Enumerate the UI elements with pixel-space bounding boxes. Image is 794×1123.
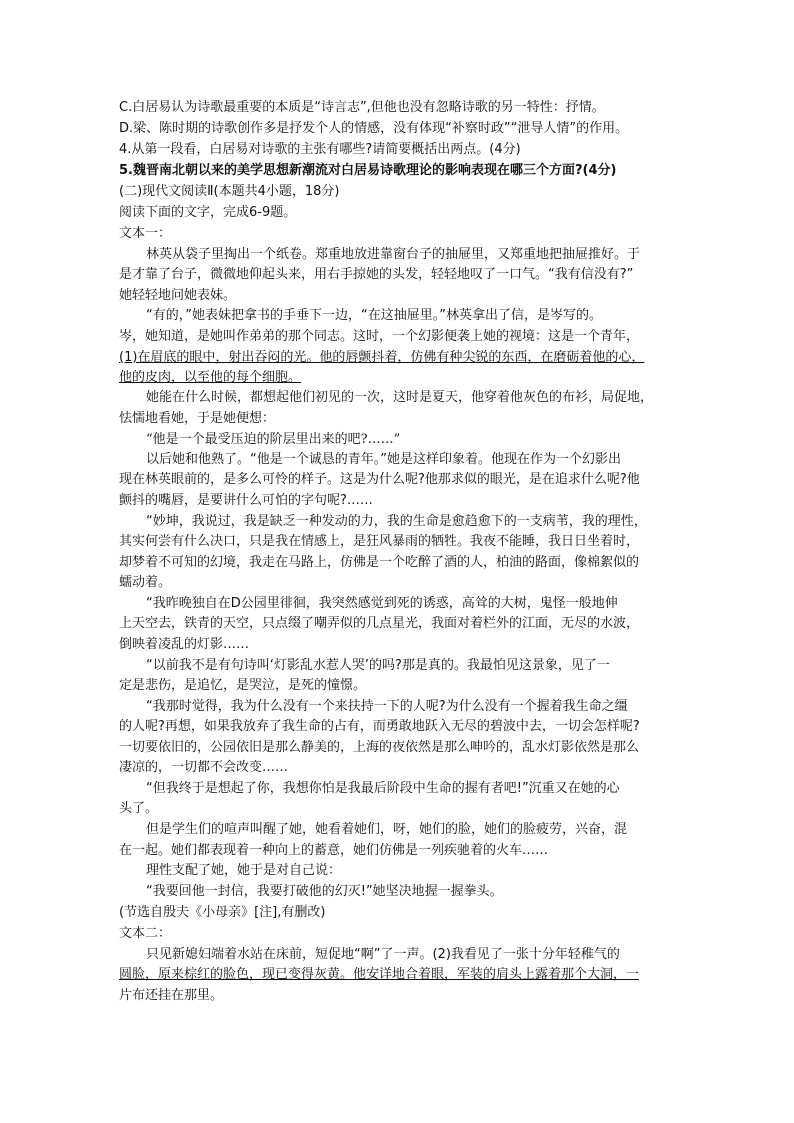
text1-line: 以后她和他熟了。“他是一个诚恳的青年。”她是这样印象着。他现在作为一个幻影出 — [146, 452, 621, 467]
text1-line: 却梦着不可知的幻境，我走在马路上，仿佛是一个吃醉了酒的人，柏油的路面，像棉絮似的 — [119, 555, 640, 570]
text1-underlined-sentence-1: (1)在眉底的眼中，射出吞闷的光。他的唇颤抖着，仿佛有种尖锐的东西，在磨砺着他的心， — [119, 350, 645, 365]
text1-line: 现在林英眼前的，是多么可怜的样子。这是为什么呢?他那求似的眼光，是在追求什么呢?他 — [119, 472, 640, 487]
text1-line: 倒映着凌乱的灯影…… — [119, 637, 250, 652]
text1-underlined-sentence-1-cont: 他的皮肉，以至他的每个细胞。 — [119, 370, 302, 385]
reading-instruction: 阅读下面的文字，完成6-9题。 — [119, 205, 297, 220]
text1-line: 但是学生们的喧声叫醒了她，她看着她们，呀，她们的脸，她们的脸疲劳，兴奋，混 — [146, 822, 628, 837]
text1-line: “有的，”她表妹把拿书的手垂下一边，“在这抽屉里。”林英拿出了信，是岑写的。 — [146, 308, 602, 323]
text1-line: 理性支配了她，她于是对自己说： — [146, 863, 342, 878]
question-5: 5.魏晋南北朝以来的美学思想新潮流对白居易诗歌理论的影响表现在哪三个方面?(4分) — [119, 163, 617, 178]
text1-line: 定是悲伤，是追忆，是哭泣，是死的憧憬。 — [119, 678, 367, 693]
text1-line: 头了。 — [119, 801, 159, 816]
question-c: C.白居易认为诗歌最重要的本质是“诗言志”,但他也没有忽略诗歌的另一特性：抒情。 — [119, 100, 605, 115]
text1-label: 文本一： — [119, 226, 172, 241]
text1-line: 颤抖的嘴唇，是要讲什么可怕的字句呢?…… — [119, 493, 373, 508]
text2-line: 只见新媳妇端着水站在床前，短促地“啊”了一声。(2)我看见了一张十分年轻稚气的 — [146, 947, 620, 962]
text2-line: 片布还挂在那里。 — [119, 988, 224, 1003]
section-title: (二)现代文阅读Ⅱ(本题共4小题，18分) — [119, 184, 340, 199]
text1-line: “但我终于是想起了你，我想你怕是我最后阶段中生命的握有者吧!”沉重又在她的心 — [146, 781, 620, 796]
text1-line: “他是一个最受压迫的阶层里出来的吧?……” — [146, 432, 401, 447]
text1-line: 怯懦地看她，于是她便想： — [119, 411, 276, 426]
text1-line: 是才靠了台子，微微地仰起头来，用右手掠她的头发，轻轻地叹了一口气。“我有信没有?” — [119, 267, 634, 282]
text1-line: “我昨晚独自在D公园里徘徊，我突然感觉到死的诱惑，高耸的大树，鬼怪一般地伸 — [146, 596, 618, 611]
text1-line: 的人呢?再想，如果我放弃了我生命的占有，而勇敢地跃入无尽的碧波中去，一切会怎样呢? — [119, 719, 640, 734]
text1-line: 林英从袋子里掏出一个纸卷。郑重地放进靠窗台子的抽屉里，又郑重地把抽屉推好。于 — [146, 247, 641, 262]
text1-line: 她轻轻地问她表妹。 — [119, 288, 237, 303]
text1-line: “以前我不是有句诗叫‘灯影乱水惹人哭’的吗?那是真的。我最怕见这景象，见了一 — [146, 658, 610, 673]
text1-line: “我要回他一封信，我要打破他的幻灭!”她坚决地握一握拳头。 — [146, 884, 503, 899]
question-4: 4.从第一段看，白居易对诗歌的主张有哪些?请简要概括出两点。(4分) — [119, 142, 521, 157]
source-note: (节选自殷夫《小母亲》[注],有删改) — [119, 905, 326, 920]
text1-line: “妙坤，我说过，我是缺乏一种发动的力，我的生命是愈趋愈下的一支病苇，我的理性， — [146, 514, 647, 529]
text2-label: 文本二： — [119, 926, 172, 941]
text2-underlined-sentence-2: 圆脸，原来棕红的脸色，现已变得灰黄。他安详地合着眼，军装的肩头上露着那个大洞，一 — [119, 967, 640, 982]
text1-line: 其实何尝有什么决口，只是我在情感上，是狂风暴雨的牺牲。我夜不能睡，我日日坐着时， — [119, 534, 640, 549]
text1-line: 在一起。她们都表现着一种向上的蓄意，她们仿佛是一列疾驰着的火车…… — [119, 843, 549, 858]
text1-line: 一切要依旧的，公园依旧是那么静美的，上海的夜依然是那么呻吟的，乱水灯影依然是那么 — [119, 740, 640, 755]
text1-line: 岑，她知道，是她叫作弟弟的那个同志。这时，一个幻影便袭上她的视境：这是一个青年， — [119, 329, 640, 344]
text1-line: 上天空去，铁青的天空，只点缀了嘲弄似的几点星光，我面对着栏外的江面，无尽的水波， — [119, 616, 640, 631]
text1-line: 凄凉的，一切都不会改变…… — [119, 760, 289, 775]
text1-line: 蠕动着。 — [119, 575, 172, 590]
text1-line: 她能在什么时候，都想起他们初见的一次，这时是夏天，他穿着他灰色的布衫，局促地， — [146, 390, 654, 405]
text1-line: “我那时觉得，我为什么没有一个来扶持一下的人呢?为什么没有一个握着我生命之缰 — [146, 699, 628, 714]
question-d: D.梁、陈时期的诗歌创作多是抒发个人的情感，没有体现“补察时政”“泄导人情”的作用。 — [119, 121, 629, 136]
